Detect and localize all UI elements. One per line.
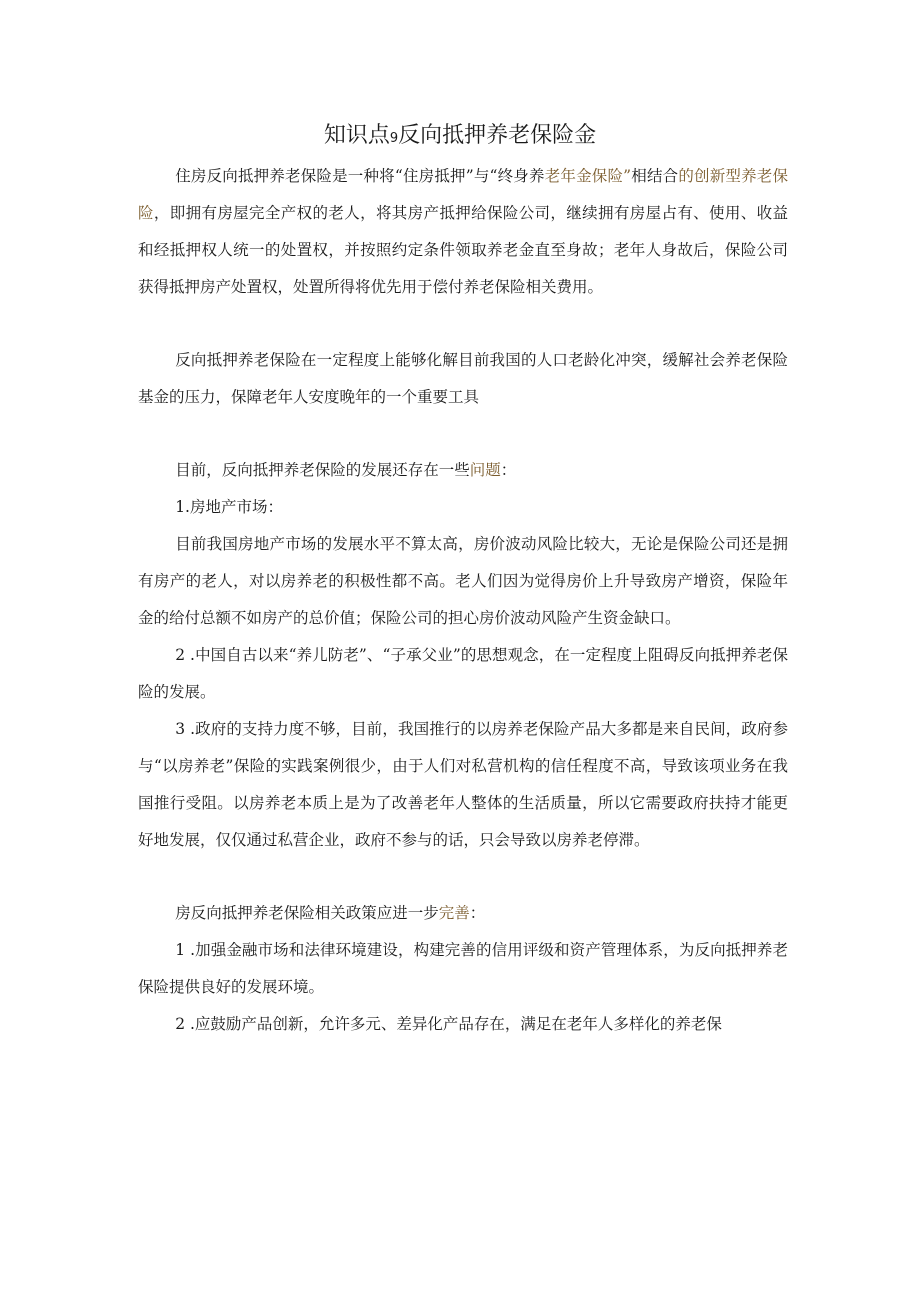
policy-lead-colon: ：: [469, 904, 486, 922]
policy-2: 2 .应鼓励产品创新，允许多元、差异化产品存在，满足在老年人多样化的养老保: [175, 1015, 722, 1033]
problems-lead-colon: ：: [500, 461, 517, 479]
spacer: [138, 859, 788, 895]
problem-1-body: 目前我国房地产市场的发展水平不算太高，房价波动风险比较大，无论是保险公司还是拥有房产的老人，对以房养老的积极性都不高。老人们因为觉得房价上升导致房产增资，保险年金的给付总额不如房产的总价值；保险公司的担心房价波动风险产生资金缺口。: [138, 535, 788, 627]
intro-text-a: 住房反向抵押养老保险是一种将“住房抵押”与“终身养: [175, 167, 545, 185]
title-suffix: 反向抵押养老保险金: [398, 123, 597, 148]
intro-text-b: 相结合: [631, 167, 679, 185]
problem-1-heading: 1.房地产市场：: [175, 498, 283, 516]
title-prefix: 知识点: [323, 123, 390, 148]
page-title: [0, 118, 920, 149]
policy-1: 1 .加强金融市场和法律环境建设，构建完善的信用评级和资产管理体系，为反向抵押养老保险提供良好的发展环境。: [138, 941, 788, 996]
intro-text-c: ，即拥有房屋完全产权的老人，将其房产抵押给保险公司，继续拥有房屋占有、使用、收益和经抵押权人统一的处置权，并按照约定条件领取养老金直至身故；老年人身故后，保险公司获得抵押房产处置权，处置所得将优先用于偿付养老保险相关费用。: [138, 204, 788, 296]
significance-paragraph: 反向抵押养老保险在一定程度上能够化解目前我国的人口老龄化冲突，缓解社会养老保险基金的压力，保障老年人安度晚年的一个重要工具: [138, 351, 788, 406]
policy-lead-highlight: 完善: [438, 904, 470, 922]
problems-lead: [138, 452, 788, 489]
problem-3: 3 .政府的支持力度不够，目前，我国推行的以房养老保险产品大多都是来自民间，政府参与“以房养老”保险的实践案例很少，由于人们对私营机构的信任程度不高，导致该项业务在我国推行受阻。以房养老本质上是为了改善老年人整体的生活质量，所以它需要政府扶持才能更好地发展，仅仅通过私营企业，政府不参与的话，只会导致以房养老停滞。: [138, 720, 788, 849]
spacer: [138, 416, 788, 452]
problem-2: 2 .中国自古以来“养儿防老”、“子承父业”的思想观念，在一定程度上阻碍反向抵押养老保险的发展。: [138, 646, 788, 701]
problems-lead-text: 目前，反向抵押养老保险的发展还存在一些: [175, 461, 470, 479]
policy-lead: [138, 895, 788, 932]
intro-highlight: 老年金保险”: [544, 167, 632, 185]
spacer: [138, 306, 788, 342]
problems-lead-highlight: 问题: [469, 461, 501, 479]
intro-highlight-2: 的创新型养老保险: [138, 167, 788, 222]
intro-paragraph: [138, 158, 788, 306]
document-body: [138, 158, 788, 1043]
policy-lead-text: 房反向抵押养老保险相关政策应进一步: [175, 904, 439, 922]
title-number: 9: [389, 131, 399, 146]
